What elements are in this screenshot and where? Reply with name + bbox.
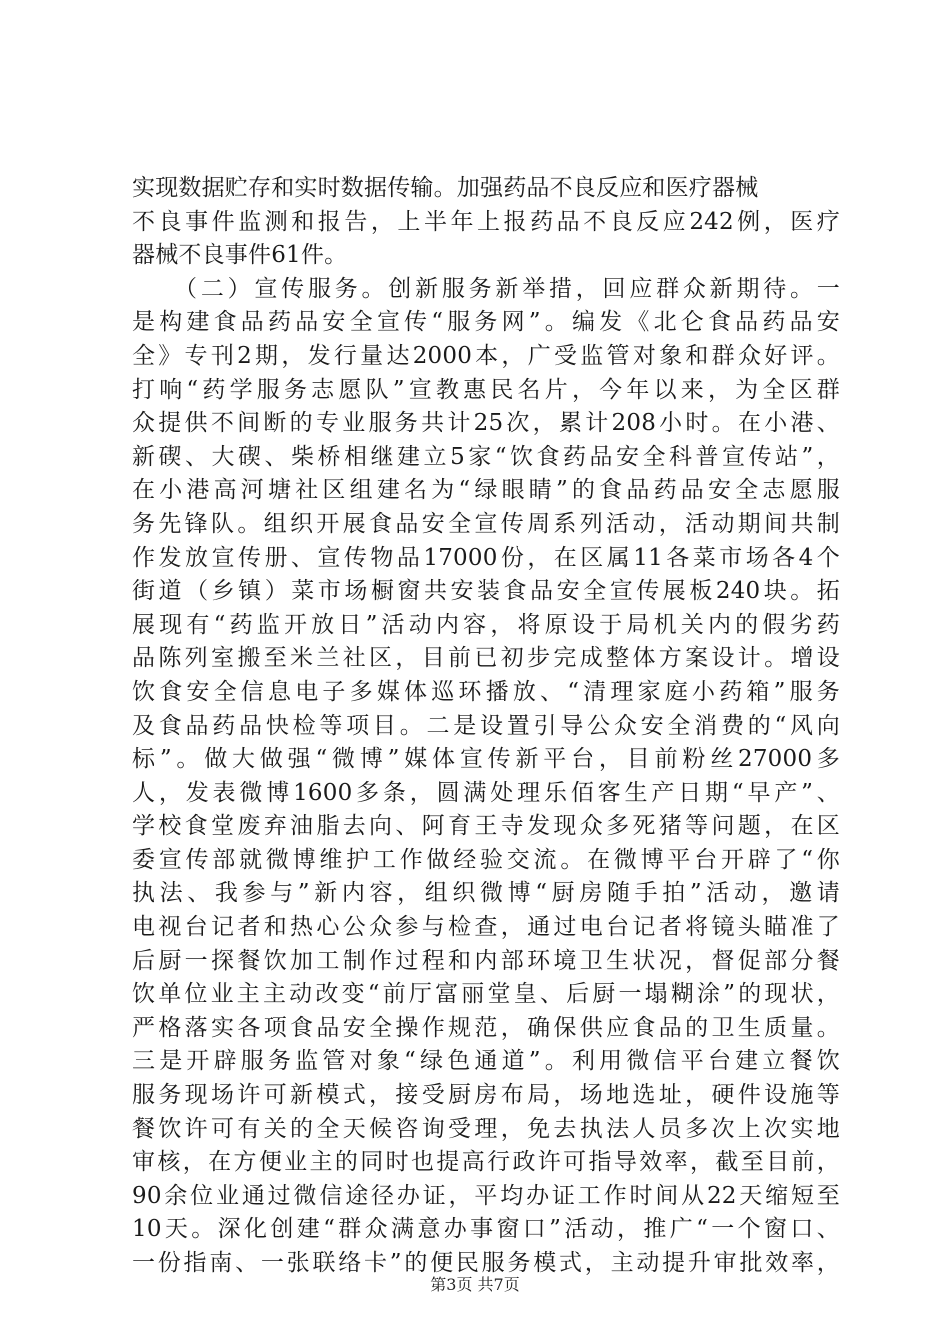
text-line: 标”。做大做强“微博”媒体宣传新平台，目前粉丝27000多 [132,746,840,773]
text-line: 品陈列室搬至米兰社区，目前已初步完成整体方案设计。增设 [132,645,840,672]
text-line: 街道（乡镇）菜市场橱窗共安装食品安全宣传展板240块。拓 [132,578,840,605]
text-line: 全》专刊2期，发行量达2000本，广受监管对象和群众好评。 [132,342,840,369]
text-line: 学校食堂废弃油脂去向、阿育王寺发现众多死猪等问题，在区 [132,813,840,840]
text-line: 后厨一探餐饮加工制作过程和内部环境卫生状况，督促部分餐 [132,947,840,974]
text-line: 服务现场许可新模式，接受厨房布局，场地选址，硬件设施等 [132,1082,840,1109]
text-line: 委宣传部就微博维护工作做经验交流。在微博平台开辟了“你 [132,846,840,873]
text-line: 打响“药学服务志愿队”宣教惠民名片，今年以来，为全区群 [132,376,840,403]
page-footer [0,1275,950,1295]
text-line: 餐饮许可有关的全天候咨询受理，免去执法人员多次上次实地 [132,1115,840,1142]
text-line: 在小港高河塘社区组建名为“绿眼睛”的食品药品安全志愿服 [132,477,840,504]
text-line: 三是开辟服务监管对象“绿色通道”。利用微信平台建立餐饮 [132,1048,840,1075]
text-line: 10天。深化创建“群众满意办事窗口”活动，推广“一个窗口、 [132,1216,840,1243]
text-line: 是构建食品药品安全宣传“服务网”。编发《北仑食品药品安 [132,309,840,336]
text-line: 器械不良事件61件。 [132,242,348,269]
text-line: 务先锋队。组织开展食品安全宣传周系列活动，活动期间共制 [132,510,840,537]
text-line: （二）宣传服务。创新服务新举措，回应群众新期待。一 [132,275,840,302]
text-line: 执法、我参与”新内容，组织微博“厨房随手拍”活动，邀请 [132,880,840,907]
text-line: 电视台记者和热心公众参与检查，通过电台记者将镜头瞄准了 [132,914,840,941]
text-line: 作发放宣传册、宣传物品17000份，在区属11各菜市场各4个 [132,544,840,571]
page-number: 第3页 共7页 [430,1275,520,1294]
text-line: 饮食安全信息电子多媒体巡环播放、“清理家庭小药箱”服务 [132,678,840,705]
text-line: 新碶、大碶、柴桥相继建立5家“饮食药品安全科普宣传站”， [132,443,840,470]
text-line: 实现数据贮存和实时数据传输。加强药品不良反应和医疗器械 [132,175,759,201]
text-line: 展现有“药监开放日”活动内容，将原设于局机关内的假劣药 [132,611,840,638]
text-line: 一份指南、一张联络卡”的便民服务模式，主动提升审批效率， [132,1250,840,1276]
text-line: 人，发表微博1600多条，圆满处理乐佰客生产日期“早产”、 [132,779,840,806]
text-line: 饮单位业主主动改变“前厅富丽堂皇、后厨一塌糊涂”的现状， [132,981,840,1008]
text-line: 众提供不间断的专业服务共计25次，累计208小时。在小港、 [132,410,840,437]
body-text [132,172,840,1281]
text-line: 严格落实各项食品安全操作规范，确保供应食品的卫生质量。 [132,1014,840,1041]
text-line: 90余位业通过微信途径办证，平均办证工作时间从22天缩短至 [132,1182,840,1209]
text-line: 及食品药品快检等项目。二是设置引导公众安全消费的“风向 [132,712,840,739]
text-line: 审核，在方便业主的同时也提高行政许可指导效率，截至目前， [132,1149,840,1176]
text-line: 不良事件监测和报告，上半年上报药品不良反应242例，医疗 [132,208,840,235]
